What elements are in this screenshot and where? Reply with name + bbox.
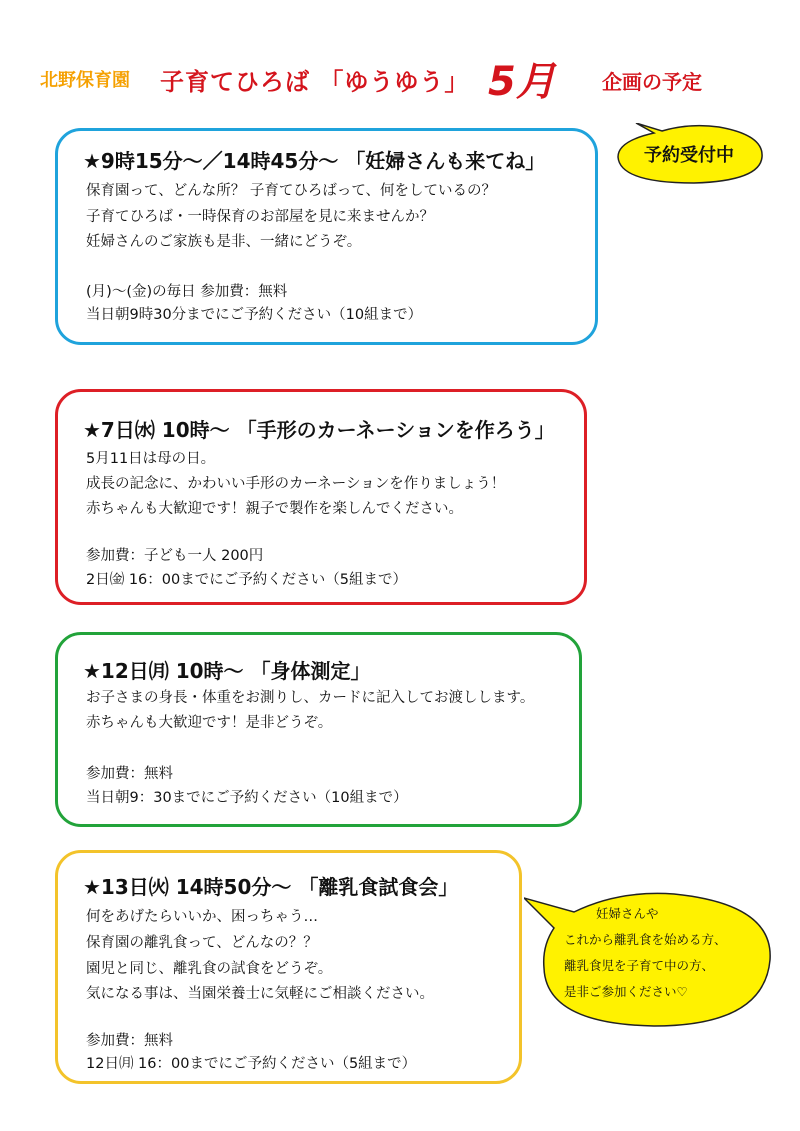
event-heading: ★9時15分～／14時45分～ 「妊婦さんも来てね」	[83, 149, 546, 173]
event-fee-line: 参加費：無料	[86, 1033, 173, 1049]
bubble-text-line: 離乳食児を子育て中の方、	[564, 958, 715, 973]
invitation-speech-bubble	[524, 880, 776, 1030]
event-reservation-line: 2日㈮ 16：00までにご予約ください（5組まで）	[86, 572, 407, 588]
event-text-line: 保育園って、どんな所？ 子育てひろばって、何をしているの？	[86, 183, 497, 199]
event-box-baby-food	[55, 850, 522, 1084]
month-label: 5月	[488, 59, 556, 105]
badge-text: 予約受付中	[644, 145, 734, 166]
event-text-line: 子育てひろば・一時保育のお部屋を見に来ませんか？	[86, 209, 434, 225]
event-reservation-line: 当日朝9時30分までにご予約ください（10組まで）	[86, 307, 423, 323]
event-heading: ★7日㈬ 10時～ 「手形のカーネーションを作ろう」	[83, 418, 555, 442]
event-text-line: 園児と同じ、離乳食の試食をどうぞ。	[86, 961, 333, 977]
event-text-line: 5月11日は母の日。	[86, 451, 216, 467]
bubble-text-line: 是非ご参加ください♡	[564, 984, 688, 999]
reservation-badge	[614, 123, 770, 185]
event-fee-line: 参加費：無料	[86, 766, 173, 782]
event-text-line: 赤ちゃんも大歓迎です！親子で製作を楽しんでください。	[86, 501, 463, 517]
event-text-line: お子さまの身長・体重をお測りし、カードに記入してお渡しします。	[86, 690, 535, 706]
organization-name: 北野保育園	[40, 70, 130, 91]
page-title: 子育てひろば 「ゆうゆう」	[160, 68, 470, 96]
bubble-text-line: 妊婦さんや	[596, 906, 659, 921]
event-box-prenatal	[55, 128, 598, 345]
event-text-line: 成長の記念に、かわいい手形のカーネーションを作りましょう！	[86, 476, 506, 492]
event-fee-line: (月)～(金)の毎日 参加費：無料	[86, 284, 288, 300]
page-header	[0, 58, 800, 106]
event-text-line: 保育園の離乳食って、どんなの？？	[86, 935, 318, 951]
event-text-line: 妊婦さんのご家族も是非、一緒にどうぞ。	[86, 234, 362, 250]
event-text-line: 何をあげたらいいか、困っちゃう…	[86, 909, 318, 925]
event-reservation-line: 12日㈪ 16：00までにご予約ください（5組まで）	[86, 1056, 417, 1072]
event-fee-line: 参加費：子ども一人 200円	[86, 548, 264, 564]
event-heading: ★13日㈫ 14時50分～ 「離乳食試食会」	[83, 875, 459, 899]
bubble-text-line: これから離乳食を始める方、	[564, 932, 727, 947]
plan-label: 企画の予定	[602, 70, 702, 94]
event-box-carnation	[55, 389, 587, 605]
event-box-measurement	[55, 632, 582, 827]
event-text-line: 気になる事は、当園栄養士に気軽にご相談ください。	[86, 986, 434, 1002]
event-reservation-line: 当日朝9：30までにご予約ください（10組まで）	[86, 790, 408, 806]
speech-bubble-shape	[524, 880, 776, 1030]
event-heading: ★12日㈪ 10時～ 「身体測定」	[83, 659, 371, 683]
event-text-line: 赤ちゃんも大歓迎です！是非どうぞ。	[86, 715, 333, 731]
